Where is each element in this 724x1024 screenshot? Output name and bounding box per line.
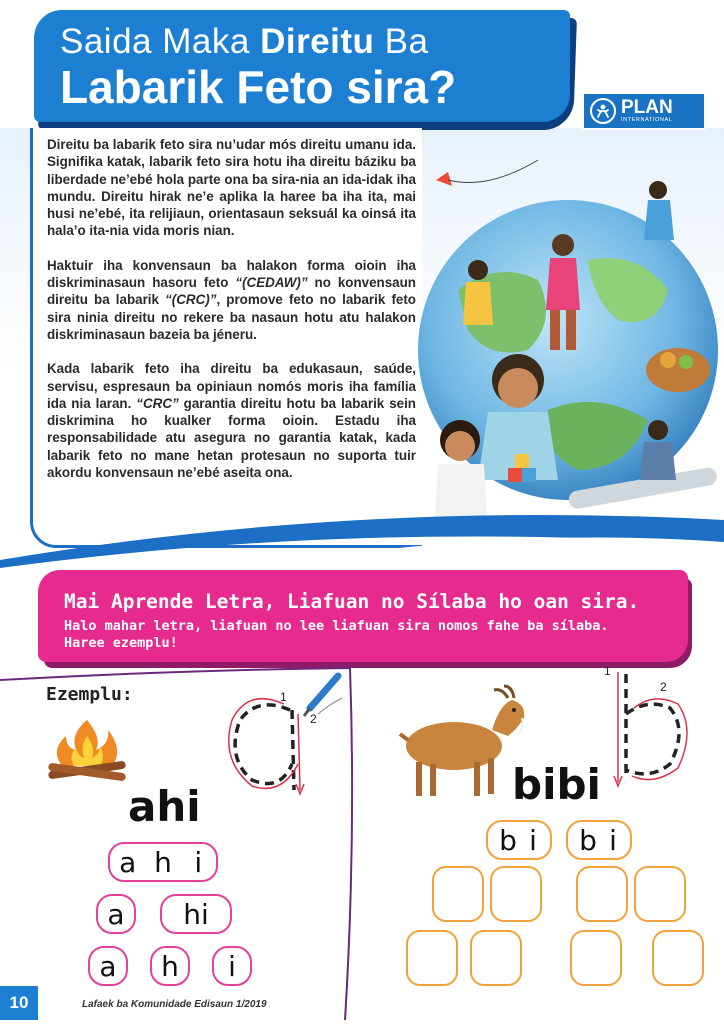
- practice-box[interactable]: [634, 866, 686, 922]
- p3-text-b: garantia direitu hotu ba labarik sein diskrimina ho kualker forma oioin. Estadu iha responsabilidade atu asegura no garantia katak, kada labarik feto no mane hetan protesaun no suporta tuir akordu konvensaun ne’ebé aseita ona.: [47, 395, 416, 481]
- plan-international-logo: [582, 92, 706, 130]
- syllable-row-1: [108, 842, 218, 882]
- syllable-box: [160, 894, 232, 934]
- practice-box[interactable]: [576, 866, 628, 922]
- logo-text: PLAN: [621, 97, 673, 118]
- example-label: Ezemplu:: [46, 684, 133, 705]
- word-ahi: ahi: [128, 782, 201, 831]
- practice-box[interactable]: [406, 930, 458, 986]
- letter: h: [161, 949, 179, 983]
- publication-footer: Lafaek ba Komunidade Edisaun 1/2019: [82, 999, 267, 1010]
- letter-b-tracing: [598, 668, 698, 788]
- title-banner: [34, 10, 570, 122]
- practice-box[interactable]: [570, 930, 622, 986]
- title-line-2: Labarik Feto sira?: [60, 61, 457, 113]
- stroke-number: 1: [604, 664, 611, 678]
- blue-wave-decoration: [0, 490, 724, 570]
- syllable-row-bibi: [486, 820, 632, 860]
- p2-cedaw: “(CEDAW)”: [235, 275, 308, 291]
- syllable-box: [486, 820, 552, 860]
- syllable-row-3: [88, 946, 252, 986]
- letter-a-tracing: [218, 668, 348, 798]
- practice-box[interactable]: [490, 866, 542, 922]
- letter: a: [99, 949, 117, 983]
- title-line-1: [60, 22, 570, 62]
- p3-text-a: Kada labarik feto iha direitu ba edukasaun, saúde, servisu, espresaun ba opiniaun nomós moris iha família ida nia laran.: [47, 361, 416, 411]
- syllable-box: [96, 894, 136, 934]
- letter: i: [194, 845, 203, 879]
- lesson-subtitle-1: Halo mahar letra, liafuan no lee liafuan sira nomos fahe ba sílaba.: [64, 618, 609, 634]
- title-bold-word: Direitu: [260, 22, 375, 61]
- lesson-banner: [38, 570, 688, 662]
- practice-box[interactable]: [652, 930, 704, 986]
- children-globe-illustration: [418, 150, 724, 530]
- syllable-box: [88, 946, 128, 986]
- logo-subtext: INTERNATIONAL: [621, 117, 673, 123]
- syllable-box: [566, 820, 632, 860]
- practice-box[interactable]: [470, 930, 522, 986]
- child-figure: [644, 181, 674, 240]
- syllable-box: [108, 842, 218, 882]
- syllable: hi: [183, 897, 209, 931]
- letter: i: [609, 823, 617, 857]
- food-basket: [646, 348, 710, 392]
- lesson-title: Mai Aprende Letra, Liafuan no Sílaba ho oan sira.: [64, 590, 640, 613]
- word-bibi: bibi: [512, 760, 601, 809]
- title-suffix: Ba: [374, 22, 429, 61]
- stroke-number: 2: [310, 712, 317, 726]
- title-prefix: Saida Maka: [60, 22, 261, 61]
- p2-text-b: no konvensaun direitu ba labarik: [47, 275, 416, 308]
- kite: [436, 172, 452, 186]
- letter: h: [154, 845, 172, 879]
- p3-crc: “CRC”: [136, 395, 179, 411]
- letter: b: [579, 823, 597, 857]
- letter: i: [228, 949, 236, 983]
- plan-figure-icon: [590, 98, 616, 124]
- practice-box[interactable]: [432, 866, 484, 922]
- syllable-box: [150, 946, 190, 986]
- letter: a: [119, 845, 137, 879]
- article-box: [30, 128, 422, 548]
- stroke-number: 1: [280, 690, 287, 704]
- syllable: a: [107, 897, 125, 931]
- stroke-number: 2: [660, 680, 667, 694]
- article-paragraph-1: Direitu ba labarik feto sira nu’udar mós direitu umanu ida. Signifika katak, labarik feto sira hotu iha direitu báziku ba liberdade ne’ebé hola parte ona ba sira-nia an ida-idak iha mundu. Direitu hirak ne’e aplika la haree ba iha ita, mai husi ne’ebé, ita relijiaun, orientasaun seksuál ka oinsá ita hala’o ita-nia vida moris nian.: [47, 137, 416, 239]
- letter: i: [529, 823, 537, 857]
- page-number: 10: [0, 986, 38, 1020]
- lesson-subtitle-2: Haree ezemplu!: [64, 635, 178, 651]
- p2-text-a: Haktuir iha konvensaun ba halakon forma oioin iha diskriminasaun hasoru feto: [47, 257, 416, 291]
- article-paragraph-2: [47, 257, 416, 343]
- article-paragraph-3: [47, 360, 416, 481]
- fire-icon: [44, 716, 130, 784]
- pencil-icon: [310, 676, 338, 708]
- p2-crc: “(CRC)”: [165, 292, 217, 308]
- syllable-box: [212, 946, 252, 986]
- syllable-row-2: [96, 894, 232, 934]
- letter: b: [499, 823, 517, 857]
- p2-text-c: , promove feto no labarik feto sira ninia direitu no rekere ba nasaun hotu atu halakon diskriminasaun bazeia ba jéneru.: [47, 292, 416, 342]
